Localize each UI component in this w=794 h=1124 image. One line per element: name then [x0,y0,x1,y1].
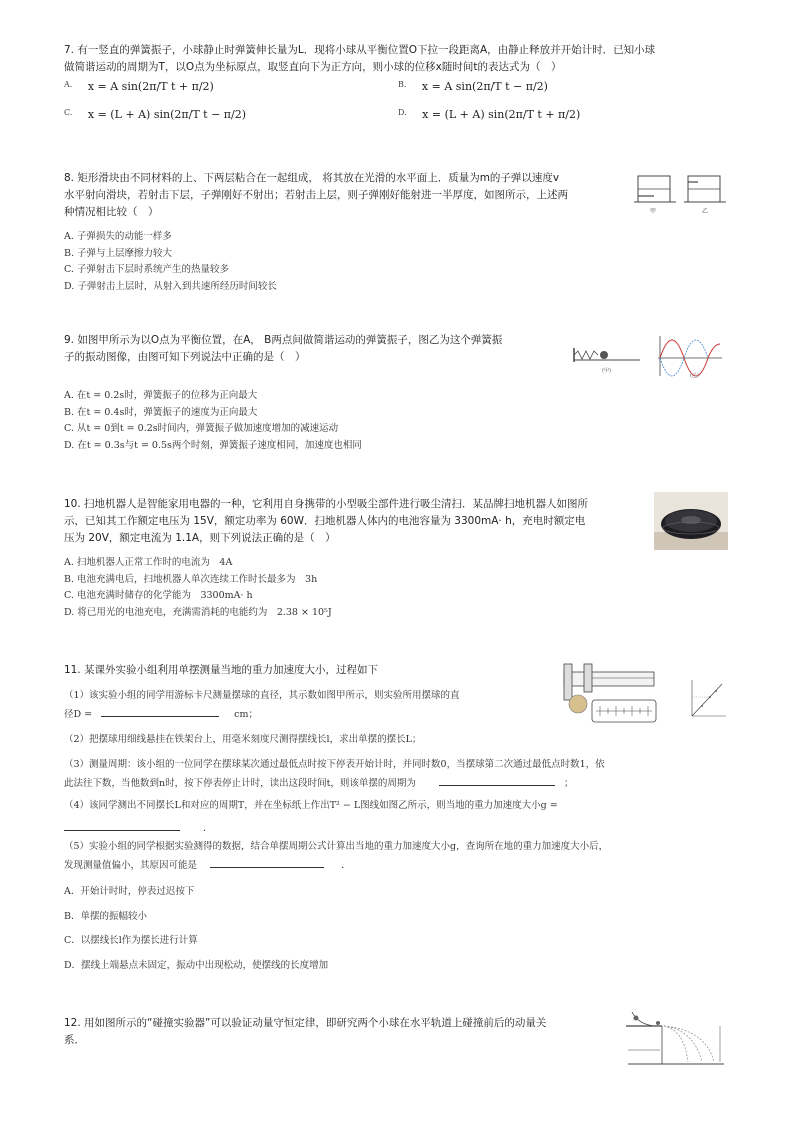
q11-t2-l-graph [684,676,728,722]
q11-options [64,880,664,978]
q10-stem-line2: 示，已知其工作额定电压为 15V，额定功率为 60W．扫地机器人体内的电池容量为 3300mA· h，充电时额定电 [64,515,586,527]
q11-diameter-blank[interactable] [101,705,219,717]
question-12 [64,1015,624,1049]
q7-option-d[interactable]: $^{D.}$ x = (L + A) sin(2π/T t + π/2) [398,108,581,121]
q10-option-b[interactable]: B. 电池充满电后，扫地机器人单次连续工作时长最多为 3h [64,573,318,585]
q8-stem-line3: 种情况相比较（ ） [64,206,159,218]
q9-oscillator-figure [572,330,732,380]
question-9 [64,332,584,454]
q8-fig-label-jia: 甲 [650,208,657,215]
q9-stem-line2: 子的振动图像，由图可知下列说法中正确的是（ ） [64,351,306,363]
q11-gravity-blank[interactable] [64,819,180,831]
q7-option-a-formula: x = A sin(2π/T t + π/2) [87,80,214,93]
q10-option-d[interactable]: D. 将已用光的电池充电，充满需消耗的电能约为 2.38 × 10⁵J [64,606,332,618]
question-8 [64,170,624,295]
q10-option-c[interactable]: C. 电池充满时储存的化学能为 3300mA· h [64,590,253,601]
q9-option-b[interactable]: B. 在t = 0.4s时，弹簧振子的速度为正向最大 [64,406,258,418]
q8-option-b[interactable]: B. 子弹与上层摩擦力较大 [64,247,173,259]
q9-fig-label-jia: (甲) [602,368,611,374]
q10-stem-line1: 10. 扫地机器人是智能家用电器的一种，它利用自身携带的小型吸尘部件进行吸尘清扫．某品牌扫地机器人如图所 [64,498,589,510]
question-10 [64,496,654,621]
q11-part-5: （5）实验小组的同学根据实验测得的数据，结合单摆周期公式计算出当地的重力加速度大小g，查询所在地的重力加速度大小后， 发现测量值偏小，其原因可能是 ． [64,841,609,871]
robot-vacuum-photo [654,492,728,550]
q11-part-3: （3）测量周期：该小组的一位同学在摆球某次通过最低点时按下停表开始计时，并同时数0，当摆球第二次通过最低点时数1，依 此法往下数，当他数到n时，按下停表停止计时，读出这段时间t，则该单摆的周期为 ； [64,759,605,789]
q8-option-a[interactable]: A. 子弹损失的动能一样多 [64,231,172,242]
q8-block-figure [632,168,732,216]
q9-stem-line1: 9. 如图甲所示为以O点为平衡位置，在A， B两点间做简谐运动的弹簧振子，图乙为这个弹簧振 [64,334,503,346]
q12-stem-line2: 系． [64,1034,85,1046]
q11-option-b[interactable]: B．单摆的振幅较小 [64,910,147,922]
q8-stem-line1: 8. 矩形滑块由不同材料的上、下两层粘合在一起组成， 将其放在光滑的水平面上．质量为m的子弹以速度v [64,172,560,184]
q11-reason-blank[interactable] [210,856,324,868]
q7-option-c[interactable]: $^{C.}$ x = (L + A) sin(2π/T t − π/2) [64,108,247,121]
q11-vernier-caliper-figure [560,660,660,726]
q10-option-a[interactable]: A. 扫地机器人正常工作时的电流为 4A [64,557,233,568]
q11-option-a[interactable]: A．开始计时时，停表过迟按下 [64,886,195,897]
q11-part-1: （1）该实验小组的同学用游标卡尺测量摆球的直径，其示数如图甲所示，则实验所用摆球的直 径D = cm； [64,690,460,720]
q11-part-2: （2）把摆球用细线悬挂在铁架台上，用毫米刻度尺测得摆线长l，求出单摆的摆长L； [64,734,422,745]
question-7 [64,42,655,76]
q11-part-4: （4）该同学测出不同摆长L和对应的周期T，并在坐标纸上作出T² − L图线如图乙所示，则当地的重力加速度大小g = ． [64,800,558,834]
q7-stem-line2: 做简谐运动的周期为T，以O点为坐标原点，取竖直向下为正方向，则小球的位移x随时间t的表达式为（ ） [64,61,562,73]
q8-fig-label-yi: 乙 [702,208,709,215]
q8-stem-line2: 水平射向滑块，若射击下层，子弹刚好不射出；若射击上层，则子弹刚好能射进一半厚度，如图所示，上述两 [64,189,568,201]
q8-option-c[interactable]: C. 子弹射击下层时系统产生的热量较多 [64,264,229,275]
q11-period-blank[interactable] [439,774,555,786]
q12-collision-apparatus-figure [624,1006,728,1068]
q7-option-b-formula: x = A sin(2π/T t − π/2) [421,80,548,93]
q9-option-d[interactable]: D. 在t = 0.3s与t = 0.5s两个时刻，弹簧振子速度相同，加速度也相同 [64,439,362,451]
q11-option-d[interactable]: D．摆线上端悬点未固定，振动中出现松动，使摆线的长度增加 [64,959,329,971]
q7-stem-line1: 7. 有一竖直的弹簧振子，小球静止时弹簧伸长量为L．现将小球从平衡位置O下拉一段距离A，由静止释放并开始计时．已知小球 [64,44,656,56]
q8-option-d[interactable]: D. 子弹射击上层时，从射入到共速所经历时间较长 [64,280,277,292]
q11-title: 11. 某课外实验小组利用单摆测量当地的重力加速度大小，过程如下 [64,664,379,676]
q7-option-a[interactable]: $^{A.}$ x = A sin(2π/T t + π/2) [64,80,214,93]
q9-option-a[interactable]: A. 在t = 0.2s时，弹簧振子的位移为正向最大 [64,390,258,401]
q9-fig-label-yi: (乙) [690,373,699,379]
q12-stem-line1: 12. 用如图所示的“碰撞实验器”可以验证动量守恒定律，即研究两个小球在水平轨道上碰撞前后的动量关 [64,1017,547,1029]
q10-stem-line3: 压为 20V，额定电流为 1.1A，则下列说法正确的是（ ） [64,532,336,544]
q7-option-c-formula: x = (L + A) sin(2π/T t − π/2) [87,108,247,121]
q7-option-b[interactable]: $^{B.}$ x = A sin(2π/T t − π/2) [398,80,548,93]
q11-option-c[interactable]: C．以摆线长l作为摆长进行计算 [64,935,198,946]
q9-option-c[interactable]: C. 从t = 0到t = 0.2s时间内，弹簧振子做加速度增加的减速运动 [64,423,339,434]
q7-option-d-formula: x = (L + A) sin(2π/T t + π/2) [422,108,581,121]
